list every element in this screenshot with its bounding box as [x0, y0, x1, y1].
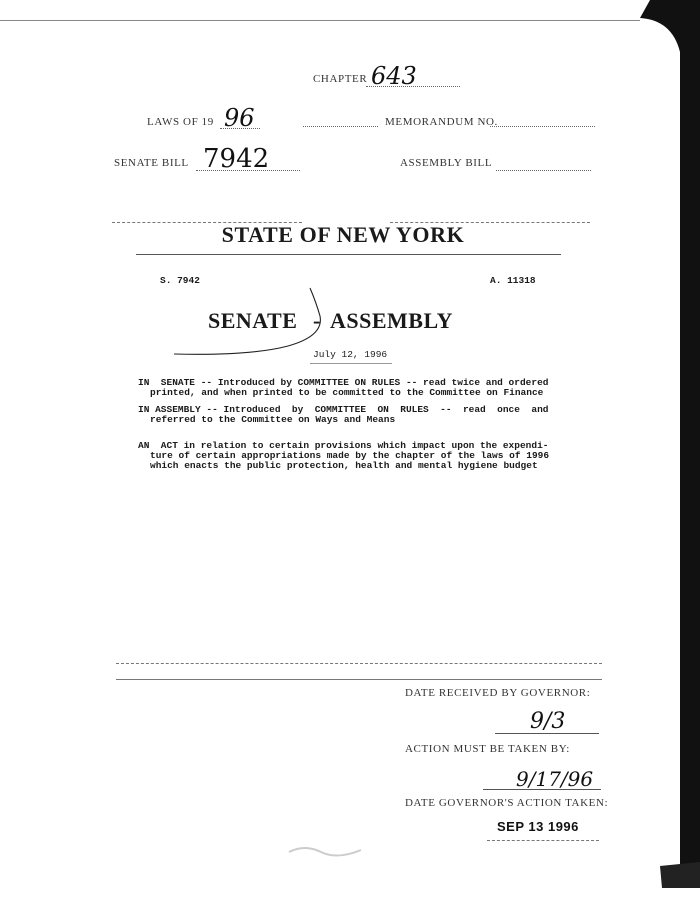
assembly-bill-no: A. 11318	[490, 275, 536, 286]
act-line-2: ture of certain appropriations made by the chapter of the laws of 1996	[150, 450, 550, 461]
page-edge-shadow	[620, 0, 700, 904]
action-must-line	[483, 789, 601, 790]
state-title: STATE OF NEW YORK	[221, 222, 465, 247]
memorandum-label: MEMORANDUM NO.	[385, 116, 498, 128]
senate-intro-line-2: printed, and when printed to be committed to the Committee on Finance	[150, 387, 544, 398]
governor-action-line	[487, 840, 599, 841]
assembly-intro-line-2: referred to the Committee on Ways and Means	[150, 414, 396, 425]
laws-of-label: LAWS OF 19	[147, 116, 214, 128]
act-line-1: AN ACT in relation to certain provisions which impact upon the expendi-	[138, 440, 549, 451]
chamber-heading-senate: SENATE	[208, 308, 298, 333]
footer-rule-2	[116, 679, 602, 680]
state-underline	[136, 254, 561, 255]
senate-bill-number: 7942	[203, 144, 270, 174]
chamber-heading-assembly: ASSEMBLY	[330, 308, 454, 333]
faint-smudge	[285, 842, 365, 860]
governor-action-stamp: SEP 13 1996	[497, 819, 579, 834]
assembly-intro-line-1: IN ASSEMBLY -- Introduced by COMMITTEE ON RULES -- read once and	[138, 404, 549, 415]
chapter-label: CHAPTER	[313, 73, 368, 85]
governor-action-label: DATE GOVERNOR'S ACTION TAKEN:	[405, 797, 609, 809]
chamber-heading-separator: -	[313, 308, 321, 333]
laws-year: 96	[224, 104, 255, 132]
action-must-label: ACTION MUST BE TAKEN BY:	[405, 743, 570, 755]
assembly-bill-label: ASSEMBLY BILL	[400, 157, 493, 169]
senate-bill-no: S. 7942	[160, 275, 200, 286]
date-received-line	[495, 733, 599, 734]
bill-date: July 12, 1996	[313, 349, 388, 360]
senate-bill-label: SENATE BILL	[114, 157, 189, 169]
chapter-number: 643	[371, 62, 417, 90]
top-edge-line	[0, 20, 640, 21]
footer-rule-1	[116, 663, 602, 664]
date-underline	[310, 363, 392, 364]
assembly-bill-line	[496, 170, 591, 171]
memorandum-pre-line	[303, 126, 378, 127]
date-received-label: DATE RECEIVED BY GOVERNOR:	[405, 687, 591, 699]
memorandum-line	[490, 126, 595, 127]
act-line-3: which enacts the public protection, health and mental hygiene budget	[150, 460, 538, 471]
action-must-value: 9/17/96	[516, 767, 594, 791]
date-received-value: 9/3	[530, 709, 566, 734]
senate-intro-line-1: IN SENATE -- Introduced by COMMITTEE ON RULES -- read twice and ordered	[138, 377, 549, 388]
